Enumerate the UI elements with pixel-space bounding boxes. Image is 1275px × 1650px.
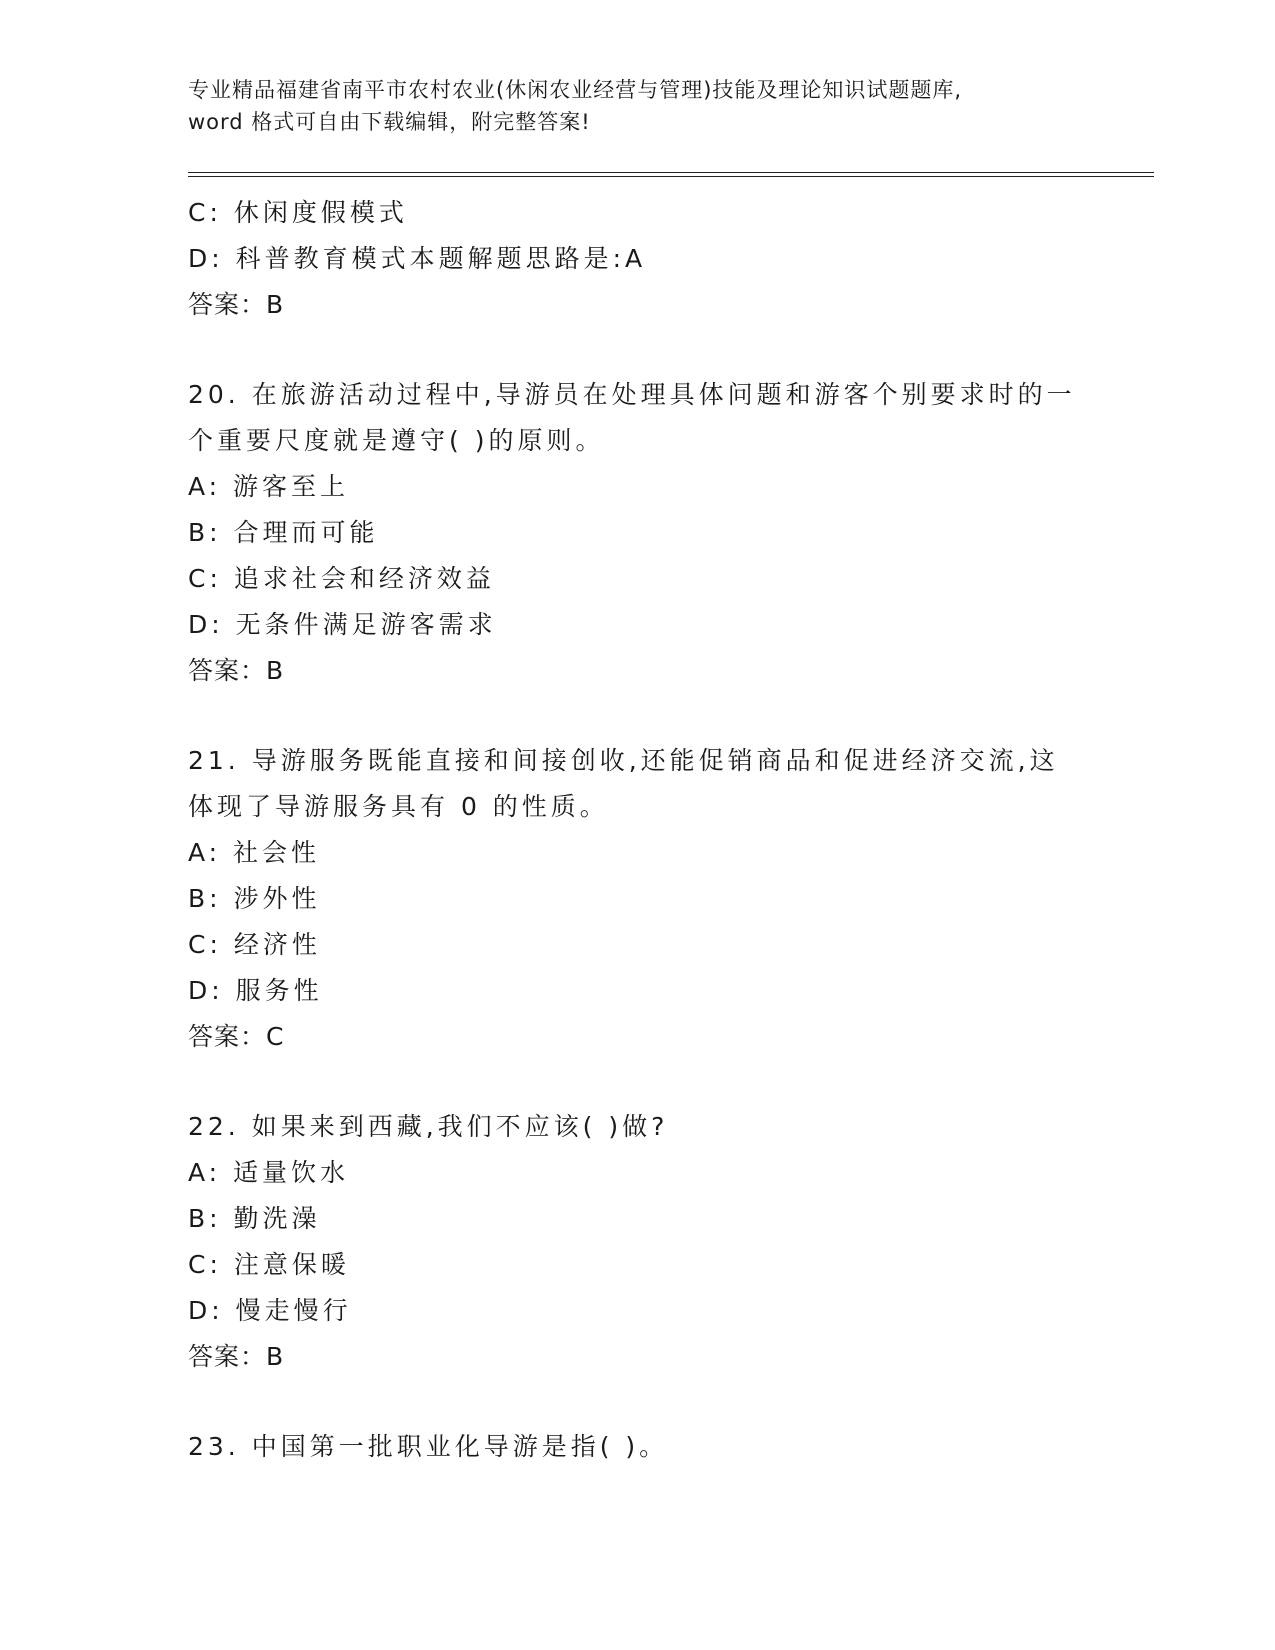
question-list: [188, 190, 1088, 1470]
header-rule-bottom: [188, 176, 1154, 177]
option-c: C: 追求社会和经济效益: [188, 564, 495, 593]
question-stem: 21. 导游服务既能直接和间接创收,还能促销商品和促进经济交流,这: [188, 746, 1059, 775]
question-stem: 22. 如果来到西藏,我们不应该( )做?: [188, 1112, 669, 1141]
question-22: [188, 1104, 1088, 1380]
answer: 答案：B: [188, 290, 285, 319]
option-c: C: 经济性: [188, 930, 321, 959]
header-line-1: 专业精品福建省南平市农村农业(休闲农业经营与管理)技能及理论知识试题题库,: [188, 78, 963, 102]
answer: 答案：C: [188, 1022, 285, 1051]
option-b: B: 涉外性: [188, 884, 321, 913]
option-d: D: 服务性: [188, 976, 323, 1005]
option-b: B: 勤洗澡: [188, 1204, 321, 1233]
option-c: C: 注意保暖: [188, 1250, 350, 1279]
question-23: [188, 1424, 1088, 1470]
question-20: [188, 372, 1088, 694]
question-21: [188, 738, 1088, 1060]
question-stem-continued: 个重要尺度就是遵守( )的原则。: [188, 426, 605, 455]
option-d: D: 慢走慢行: [188, 1296, 352, 1325]
question-stem-continued: 体现了导游服务具有 0 的性质。: [188, 792, 609, 821]
option-d: D: 无条件满足游客需求: [188, 610, 497, 639]
question-stem: 20. 在旅游活动过程中,导游员在处理具体问题和游客个别要求时的一: [188, 380, 1076, 409]
document-header: [188, 74, 1088, 138]
answer: 答案：B: [188, 656, 285, 685]
option-a: A: 适量饮水: [188, 1158, 350, 1187]
option-b: B: 合理而可能: [188, 518, 379, 547]
header-line-2: word 格式可自由下载编辑，附完整答案!: [188, 110, 591, 134]
option-a: A: 社会性: [188, 838, 321, 867]
header-rule-top: [188, 172, 1154, 173]
previous-question-tail: [188, 190, 1088, 328]
option-c: C: 休闲度假模式: [188, 198, 408, 227]
option-d: D: 科普教育模式本题解题思路是:A: [188, 244, 647, 273]
question-stem: 23. 中国第一批职业化导游是指( )。: [188, 1432, 669, 1461]
option-a: A: 游客至上: [188, 472, 350, 501]
answer: 答案：B: [188, 1342, 285, 1371]
